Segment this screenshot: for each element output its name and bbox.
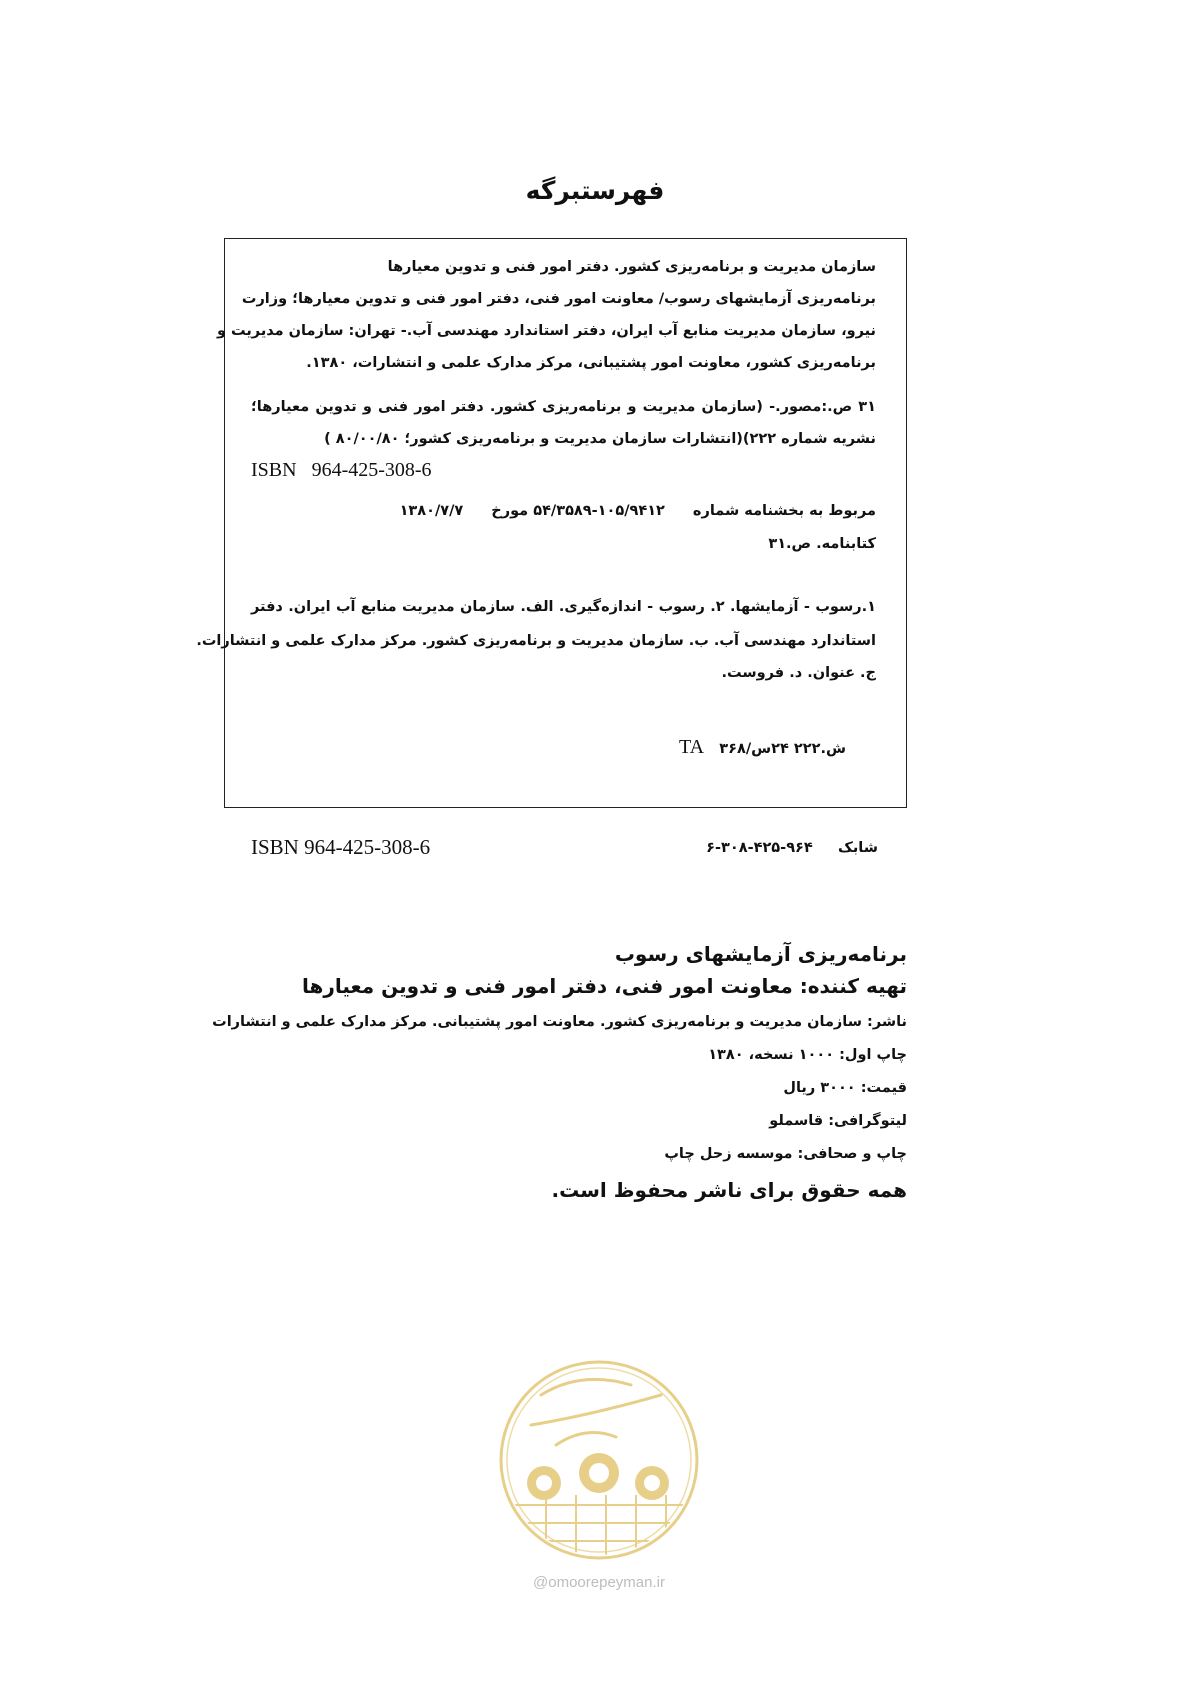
colophon-preparer: تهیه کننده: معاونت امور فنی، دفتر امور فنی و تدوین معیارها	[301, 974, 907, 998]
colophon-publisher: ناشر: سازمان مدیریت و برنامه‌ریزی کشور. معاونت امور پشتیبانی. مرکز مدارک علمی و انتشارات	[212, 1014, 907, 1030]
watermark-url: @omoorepeyman.ir	[533, 1574, 665, 1591]
colophon-title: برنامه‌ریزی آزمایشهای رسوب	[614, 942, 907, 966]
catalog-circular	[400, 501, 876, 521]
catalog-title-line-2: نیرو، سازمان مدیریت منابع آب ایران، دفتر استاندارد مهندسی آب.- تهران: سازمان مدیریت و	[216, 323, 876, 339]
colophon-price: قیمت: ۳۰۰۰ ریال	[783, 1080, 907, 1096]
catalog-physical-line-2: نشریه شماره ۲۲۲)(انتشارات سازمان مدیریت و برنامه‌ریزی کشور؛ ۸۰/۰۰/۸۰ )	[324, 431, 876, 447]
colophon-printing: چاپ و صحافی: موسسه زحل چاپ	[664, 1146, 907, 1162]
shabak	[706, 840, 878, 856]
isbn-bottom: ISBN 964-425-308-6	[251, 835, 431, 859]
catalog-subject-line-2: استاندارد مهندسی آب. ب. سازمان مدیریت و برنامه‌ریزی کشور. مرکز مدارک علمی و انتشارات.	[196, 633, 876, 649]
shabak-label: شابک	[838, 840, 878, 856]
catalog-subject-line-3: ج. عنوان. د. فروست.	[721, 665, 876, 681]
watermark-logo	[486, 1355, 712, 1595]
colophon-lithography: لیتوگرافی: قاسملو	[769, 1113, 907, 1129]
catalog-physical-line-1: ۳۱ ص.:مصور.- (سازمان مدیریت و برنامه‌ریزی کشور. دفتر امور فنی و تدوین معیارها؛	[251, 399, 876, 415]
catalog-title-line-1: برنامه‌ریزی آزمایشهای رسوب/ معاونت امور فنی، دفتر امور فنی و تدوین معیارها؛ وزارت	[241, 291, 876, 307]
circular-number: ۱۰۵/۹۴۱۲-۵۴/۳۵۸۹	[533, 503, 665, 519]
colophon-rights: همه حقوق برای ناشر محفوظ است.	[551, 1178, 907, 1202]
call-number-ta: TA	[679, 736, 705, 758]
colophon-first-print: چاپ اول: ۱۰۰۰ نسخه، ۱۳۸۰	[708, 1047, 907, 1063]
catalog-subject-line-1: ۱.رسوب - آزمایشها. ۲. رسوب - اندازه‌گیری. الف. سازمان مدیریت منابع آب ایران. دفتر	[251, 599, 876, 615]
call-number-rtl: ش.۲۲۲ ۲۴س/۳۶۸	[719, 741, 846, 757]
isbn-label: ISBN	[251, 459, 297, 481]
circular-date: ۱۳۸۰/۷/۷	[399, 503, 464, 519]
catalog-isbn	[251, 459, 432, 482]
circular-date-label: مورخ	[491, 503, 529, 519]
catalog-bibliography: کتابنامه. ص.۳۱	[768, 536, 876, 552]
catalog-card	[196, 238, 907, 808]
shabak-value: ۹۶۴-۴۲۵-۳۰۸-۶	[706, 840, 813, 856]
page-heading: فهرستبرگه	[525, 176, 665, 205]
catalog-author: سازمان مدیریت و برنامه‌ریزی کشور. دفتر امور فنی و تدوین معیارها	[387, 259, 876, 275]
isbn-value: 964-425-308-6	[311, 459, 432, 481]
catalog-call-number	[679, 737, 846, 759]
catalog-title-line-3: برنامه‌ریزی کشور، معاونت امور پشتیبانی، مرکز مدارک علمی و انتشارات، ۱۳۸۰.	[306, 355, 876, 371]
circular-label: مربوط به بخشنامه شماره	[692, 503, 876, 519]
